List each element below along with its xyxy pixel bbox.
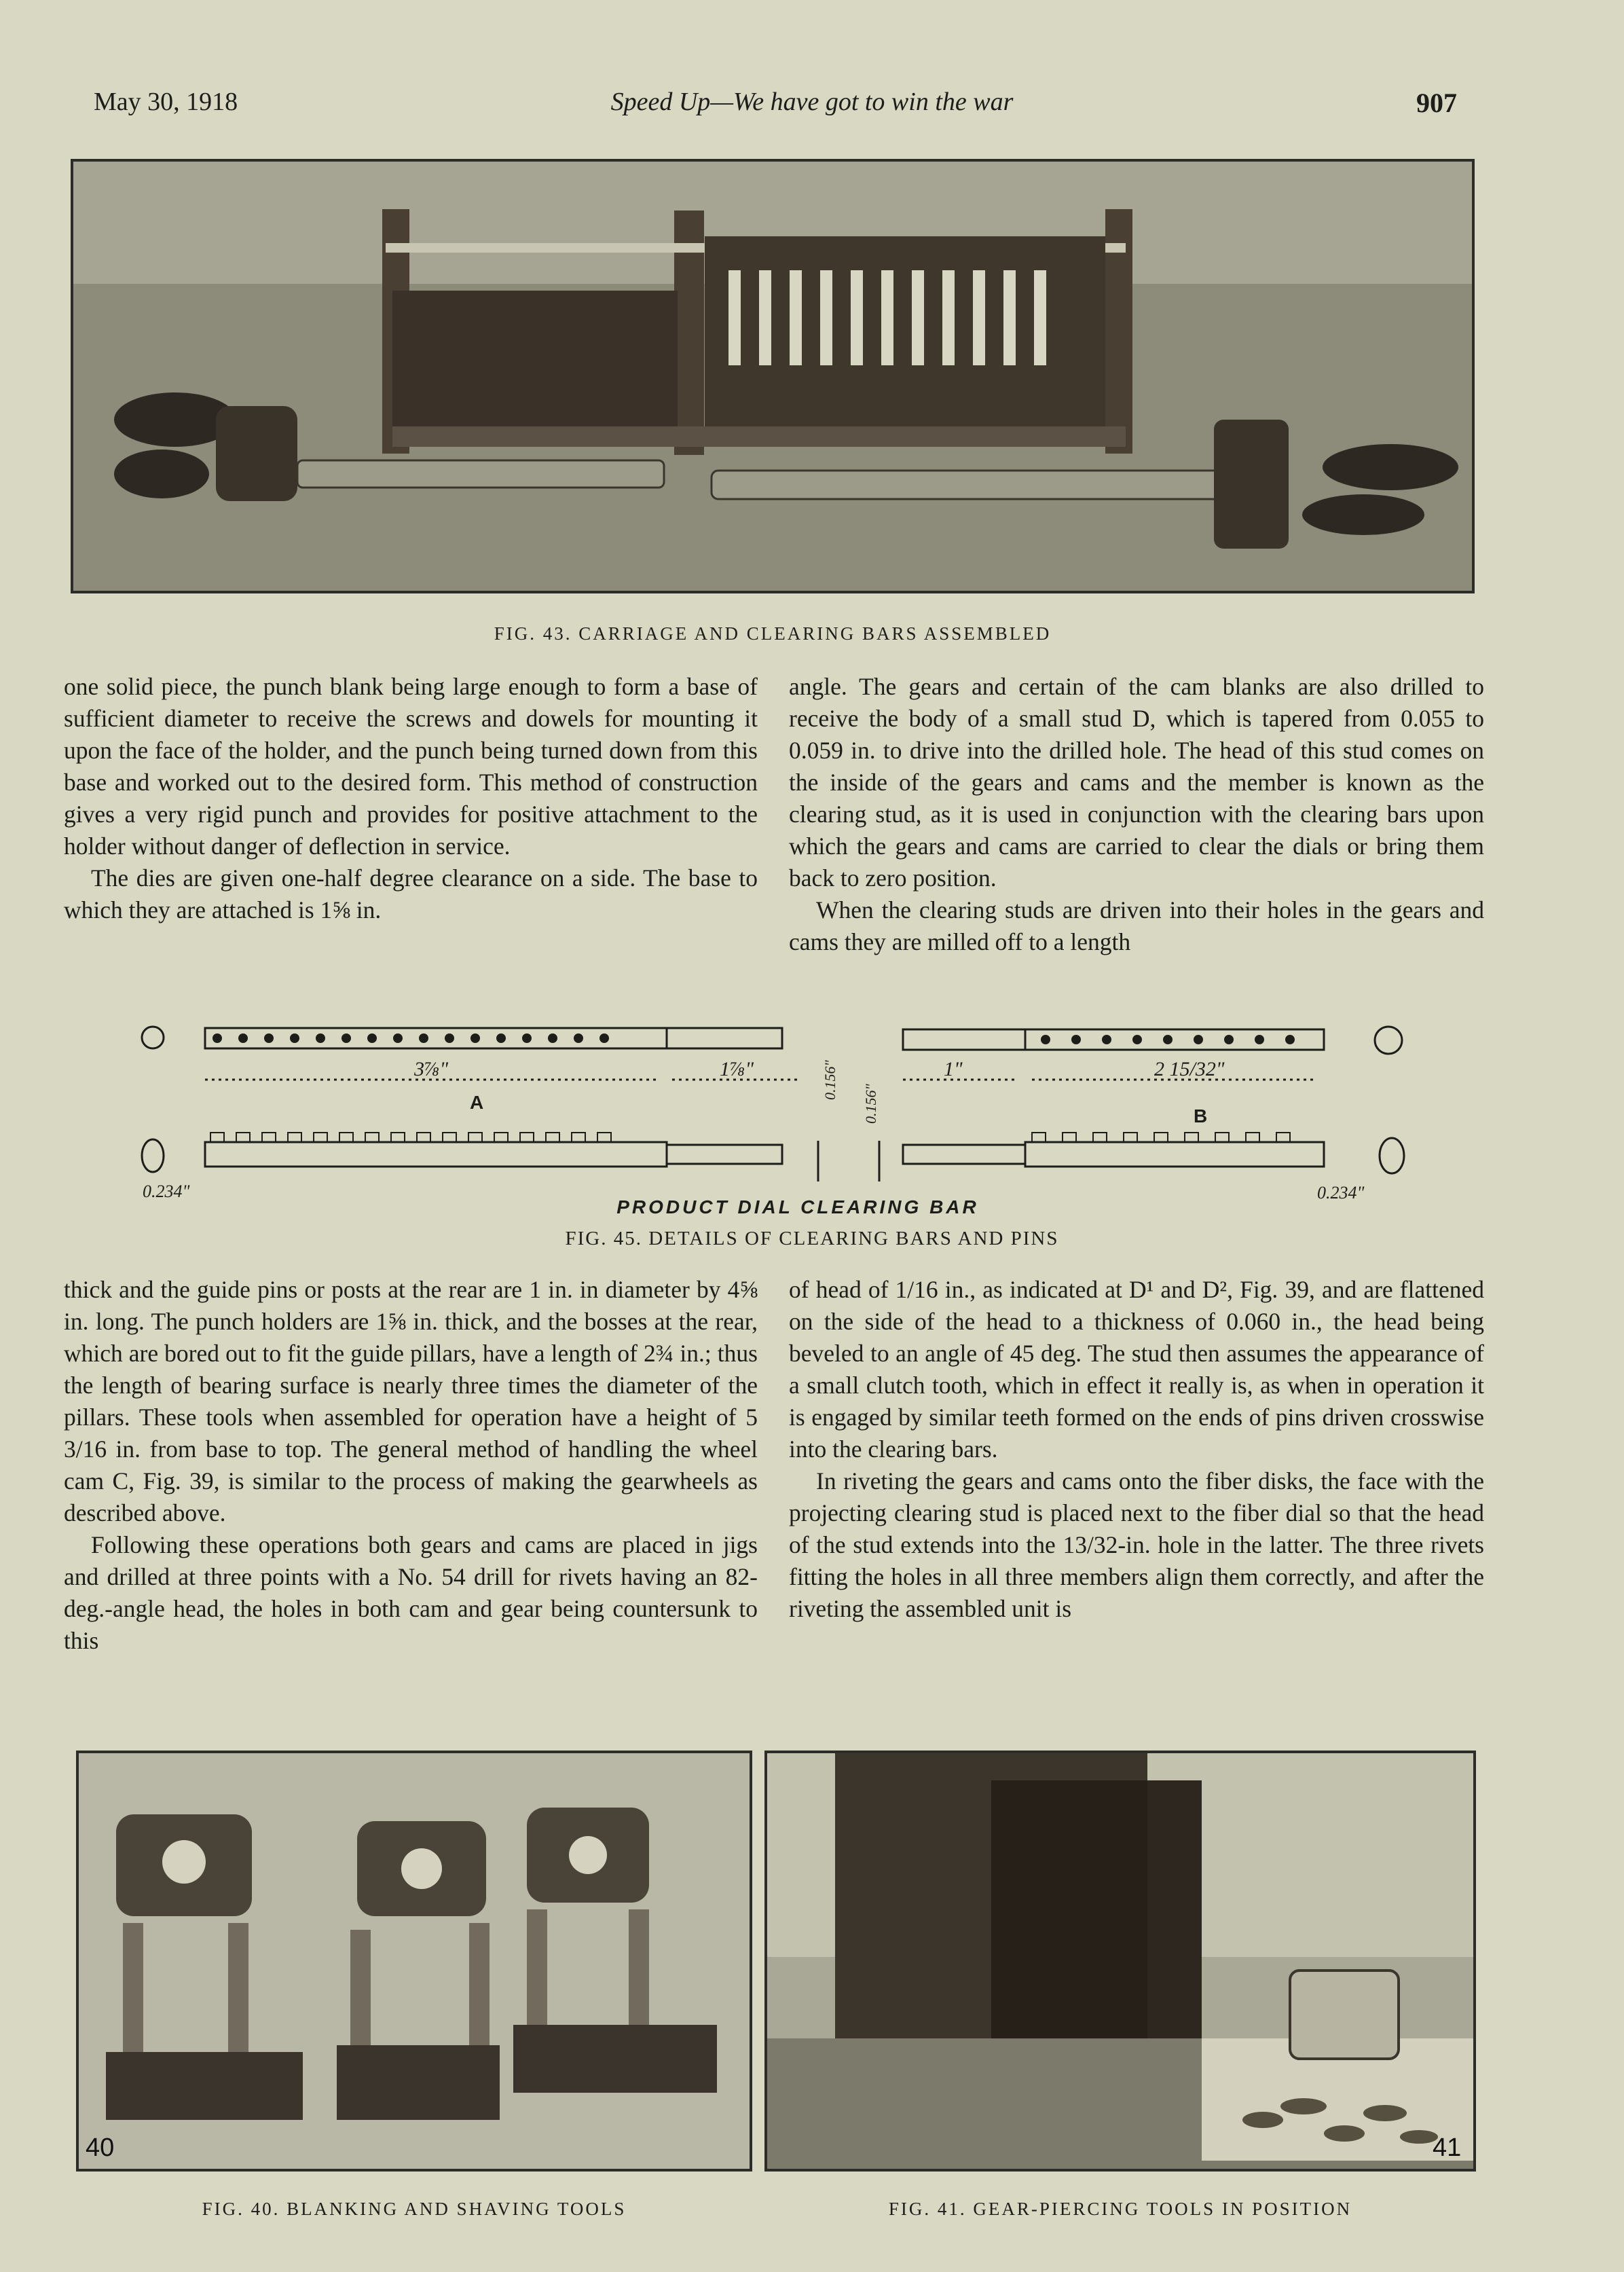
dim-b-holes: 2 15/32" — [1154, 1058, 1225, 1080]
fig43-carriage-illustration — [73, 162, 1472, 591]
page-number: 907 — [1416, 88, 1457, 118]
header-date: May 30, 1918 — [94, 88, 238, 116]
header-slogan: Speed Up—We have got to win the war — [610, 88, 1014, 116]
fig40-photo — [76, 1751, 752, 2172]
label-b: B — [1194, 1105, 1208, 1126]
paragraph: When the clearing studs are driven into their holes in the gears and cams they are milled off to a length — [789, 896, 1484, 955]
upper-right-column — [789, 671, 1484, 958]
fig45-title: PRODUCT DIAL CLEARING BAR — [616, 1196, 979, 1217]
fig41-number: 41 — [1433, 2133, 1462, 2162]
fig41-photo — [764, 1751, 1476, 2172]
fig45-caption: FIG. 45. DETAILS OF CLEARING BARS AND PINS — [565, 1228, 1059, 1249]
paragraph: of head of 1/16 in., as indicated at D¹ and D², Fig. 39, and are flattened on the side of the head to a thickness of 0.060 in., the head being beveled to an angle of 45 deg. The stud then assumes the appearance of a small clutch tooth, which in effect it really is, as when in operation it is engaged by similar teeth formed on the ends of pins driven crosswise into the clearing bars. — [789, 1276, 1484, 1463]
fig45-drawing — [122, 1012, 1473, 1229]
label-a: A — [470, 1092, 484, 1113]
upper-left-column — [64, 671, 758, 926]
dim-dia-a: 0.156" — [822, 1060, 838, 1100]
dim-b-end: 1" — [944, 1058, 963, 1080]
paragraph: The dies are given one-half degree clearance on a side. The base to which they are attached is 1⅝ in. — [64, 864, 758, 923]
paragraph: In riveting the gears and cams onto the fiber disks, the face with the projecting clearing stud is placed next to the fiber dial so that the head of the stud extends into the 13/32-in. hole in the latter. The three rivets fitting the holes in all three members align them correctly, and after the riveting the assembled unit is — [789, 1467, 1484, 1622]
fig43-caption: FIG. 43. CARRIAGE AND CLEARING BARS ASSEMBLED — [494, 623, 1052, 644]
paragraph: one solid piece, the punch blank being large enough to form a base of sufficient diameter to receive the screws and dowels for mounting it upon the face of the holder, and the punch being turned down from this base and worked out to the desired form. This method of construction gives a very rigid punch and provides for positive attachment to the holder without danger of deflection in service. — [64, 673, 758, 860]
paragraph: angle. The gears and certain of the cam blanks are also drilled to receive the body of a small stud D, which is tapered from 0.055 to 0.059 in. to drive into the drilled hole. The head of this stud comes on the inside of the gears and cams and the member is known as the clearing stud, as it is used in conjunction with the clearing bars upon which the gears and cams are carried to clear the dials or bring them back to zero position. — [789, 673, 1484, 892]
dim-a-end: 1⅞" — [720, 1058, 754, 1080]
lower-right-column — [789, 1274, 1484, 1625]
fig41-caption: FIG. 41. GEAR-PIERCING TOOLS IN POSITION — [888, 2199, 1352, 2219]
lower-left-column — [64, 1274, 758, 1657]
dim-pin-right: 0.234" — [1317, 1183, 1365, 1203]
dim-a-holes: 3⅞" — [414, 1058, 449, 1080]
paragraph: thick and the guide pins or posts at the rear are 1 in. in diameter by 4⅝ in. long. The punch holders are 1⅝ in. thick, and the bosses at the rear, which are bored out to fit the guide pillars, have a length of 2¾ in.; thus the length of bearing surface is nearly three times the diameter of the pillars. These tools when assembled for operation have a height of 5 3/16 in. from base to top. The general method of handling the wheel cam C, Fig. 39, is similar to the process of making the gearwheels as described above. — [64, 1276, 758, 1526]
fig43-photo — [71, 159, 1475, 593]
dim-pin-left: 0.234" — [143, 1181, 190, 1201]
dim-dia-b: 0.156" — [862, 1084, 879, 1124]
fig40-number: 40 — [86, 2133, 115, 2162]
fig41-press-illustration — [767, 1753, 1473, 2169]
fig40-tools-illustration — [79, 1753, 750, 2169]
paragraph: Following these operations both gears and cams are placed in jigs and drilled at three points with a No. 54 drill for rivets having an 82-deg.-angle head, the holes in both cam and gear being countersunk to this — [64, 1531, 758, 1654]
fig40-caption: FIG. 40. BLANKING AND SHAVING TOOLS — [202, 2199, 627, 2219]
